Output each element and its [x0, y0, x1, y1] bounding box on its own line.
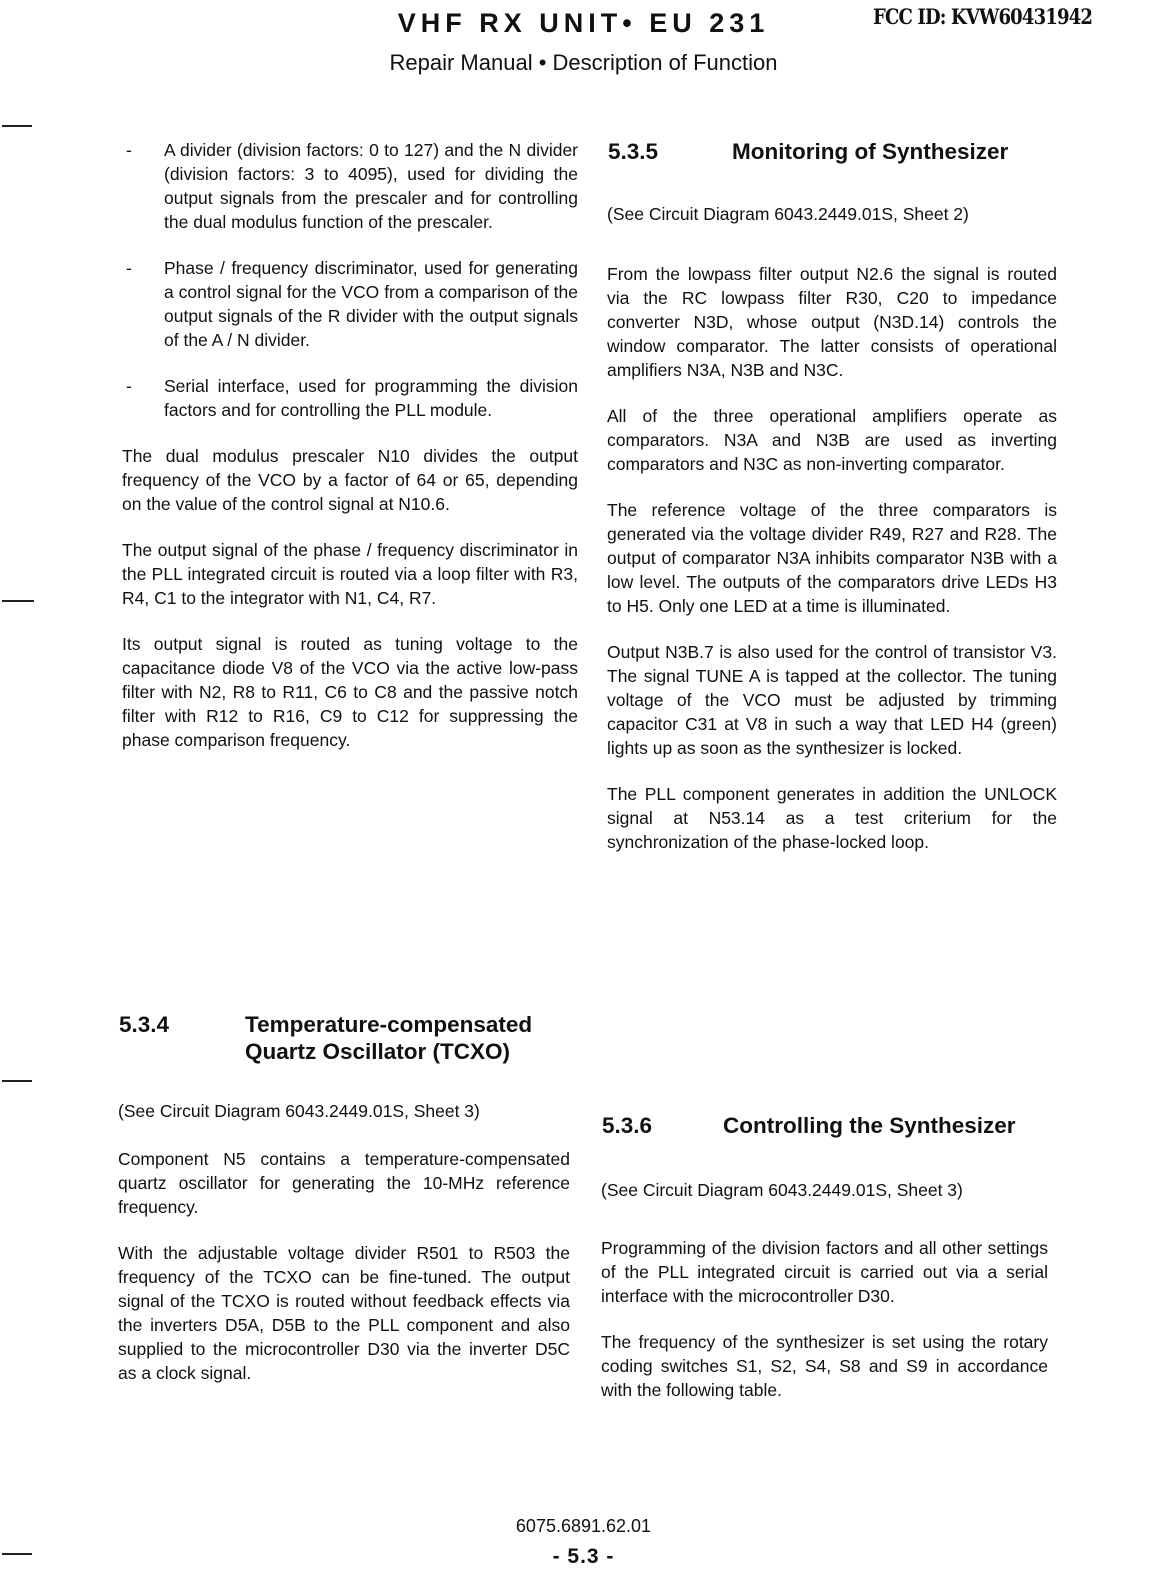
- document-subtitle: Repair Manual • Description of Function: [389, 50, 778, 75]
- paragraph: The PLL component generates in addition the UNLOCK signal at N53.14 as a test criterium for the synchronization of the phase-locked loop.: [607, 784, 1057, 852]
- bullet-dash: -: [126, 376, 132, 396]
- page-number: - 5.3 -: [552, 1545, 615, 1568]
- margin-mark: [2, 600, 34, 602]
- section-title: Controlling the Synthesizer: [723, 1113, 1016, 1138]
- paragraph: The output signal of the phase / frequency discriminator in the PLL integrated circuit is routed via a loop filter with R3, R4, C1 to the integrator with N1, C4, R7.: [122, 540, 578, 608]
- section-5-3-5-body: [607, 202, 1057, 854]
- section-heading-5-3-6: [602, 1112, 1052, 1142]
- margin-mark: [2, 1080, 32, 1082]
- margin-mark: [2, 125, 32, 127]
- paragraph: The reference voltage of the three comparators is generated via the voltage divider R49, R27 and R28. The output of comparator N3A inhibits comparator N3B with a low level. The outputs of the comparators drive LEDs H3 to H5. Only one LED at a time is illuminated.: [607, 500, 1057, 616]
- list-item: [122, 374, 578, 422]
- paragraph: Programming of the division factors and all other settings of the PLL integrated circuit is carried out via a serial interface with the microcontroller D30.: [601, 1238, 1048, 1306]
- section-5-3-6-body: [601, 1178, 1048, 1402]
- section-heading-5-3-5: [608, 138, 1058, 168]
- circuit-reference: (See Circuit Diagram 6043.2449.01S, Sheet 2): [607, 204, 969, 224]
- section-title: Monitoring of Synthesizer: [732, 139, 1009, 164]
- list-item: [122, 256, 578, 352]
- paragraph: Component N5 contains a temperature-compensated quartz oscillator for generating the 10-MHz reference frequency.: [118, 1149, 570, 1217]
- left-column: [122, 138, 578, 752]
- section-5-3-4-body: [118, 1099, 570, 1385]
- paragraph: Its output signal is routed as tuning voltage to the capacitance diode V8 of the VCO via the active low-pass filter with N2, R8 to R11, C6 to C8 and the passive notch filter with R12 to R16, C9 to C12 for suppressing the phase comparison frequency.: [122, 634, 578, 750]
- bullet-text: Phase / frequency discriminator, used for generating a control signal for the VCO from a comparison of the output signals of the R divider with the output signals of the A / N divider.: [164, 258, 578, 350]
- bullet-dash: -: [126, 258, 132, 278]
- fcc-id-stamp: FCC ID: KVW60431942: [873, 4, 1093, 29]
- list-item: [122, 138, 578, 234]
- paragraph: With the adjustable voltage divider R501 to R503 the frequency of the TCXO can be fine-tuned. The output signal of the TCXO is routed without feedback effects via the inverters D5A, D5B to the PLL component and also supplied to the microcontroller D30 via the inverter D5C as a clock signal.: [118, 1243, 570, 1383]
- document-number: 6075.6891.62.01: [515, 1516, 652, 1536]
- paragraph: Output N3B.7 is also used for the control of transistor V3. The signal TUNE A is tapped at the collector. The tuning voltage of the VCO must be adjusted by trimming capacitor C31 at V8 in such a way that LED H4 (green) lights up as soon as the synthesizer is locked.: [607, 642, 1057, 758]
- bullet-text: Serial interface, used for programming the division factors and for controlling the PLL module.: [164, 376, 578, 420]
- paragraph: The dual modulus prescaler N10 divides the output frequency of the VCO by a factor of 64 or 65, depending on the value of the control signal at N10.6.: [122, 446, 578, 514]
- section-title: Quartz Oscillator (TCXO): [245, 1039, 511, 1064]
- section-number: 5.3.6: [602, 1113, 653, 1138]
- circuit-reference: (See Circuit Diagram 6043.2449.01S, Sheet 3): [601, 1180, 963, 1200]
- paragraph: From the lowpass filter output N2.6 the signal is routed via the RC lowpass filter R30, C20 to impedance converter N3D, whose output (N3D.14) controls the window comparator. The latter consists of operational amplifiers N3A, N3B and N3C.: [607, 264, 1057, 380]
- section-title: Temperature-compensated: [245, 1012, 533, 1037]
- bullet-dash: -: [126, 140, 132, 160]
- circuit-reference: (See Circuit Diagram 6043.2449.01S, Sheet 3): [118, 1101, 480, 1121]
- paragraph: The frequency of the synthesizer is set using the rotary coding switches S1, S2, S4, S8 and S9 in accordance with the following table.: [601, 1332, 1048, 1400]
- paragraph: All of the three operational amplifiers operate as comparators. N3A and N3B are used as inverting comparators and N3C as non-inverting comparator.: [607, 406, 1057, 474]
- section-number: 5.3.5: [608, 139, 659, 164]
- section-heading-5-3-4: [119, 1011, 579, 1071]
- document-title: VHF RX UNIT• EU 231: [397, 8, 770, 38]
- section-number: 5.3.4: [119, 1012, 170, 1037]
- bullet-text: A divider (division factors: 0 to 127) and the N divider (division factors: 3 to 4095), used for dividing the output signals from the prescaler and for controlling the dual modulus function of the prescaler.: [164, 140, 578, 232]
